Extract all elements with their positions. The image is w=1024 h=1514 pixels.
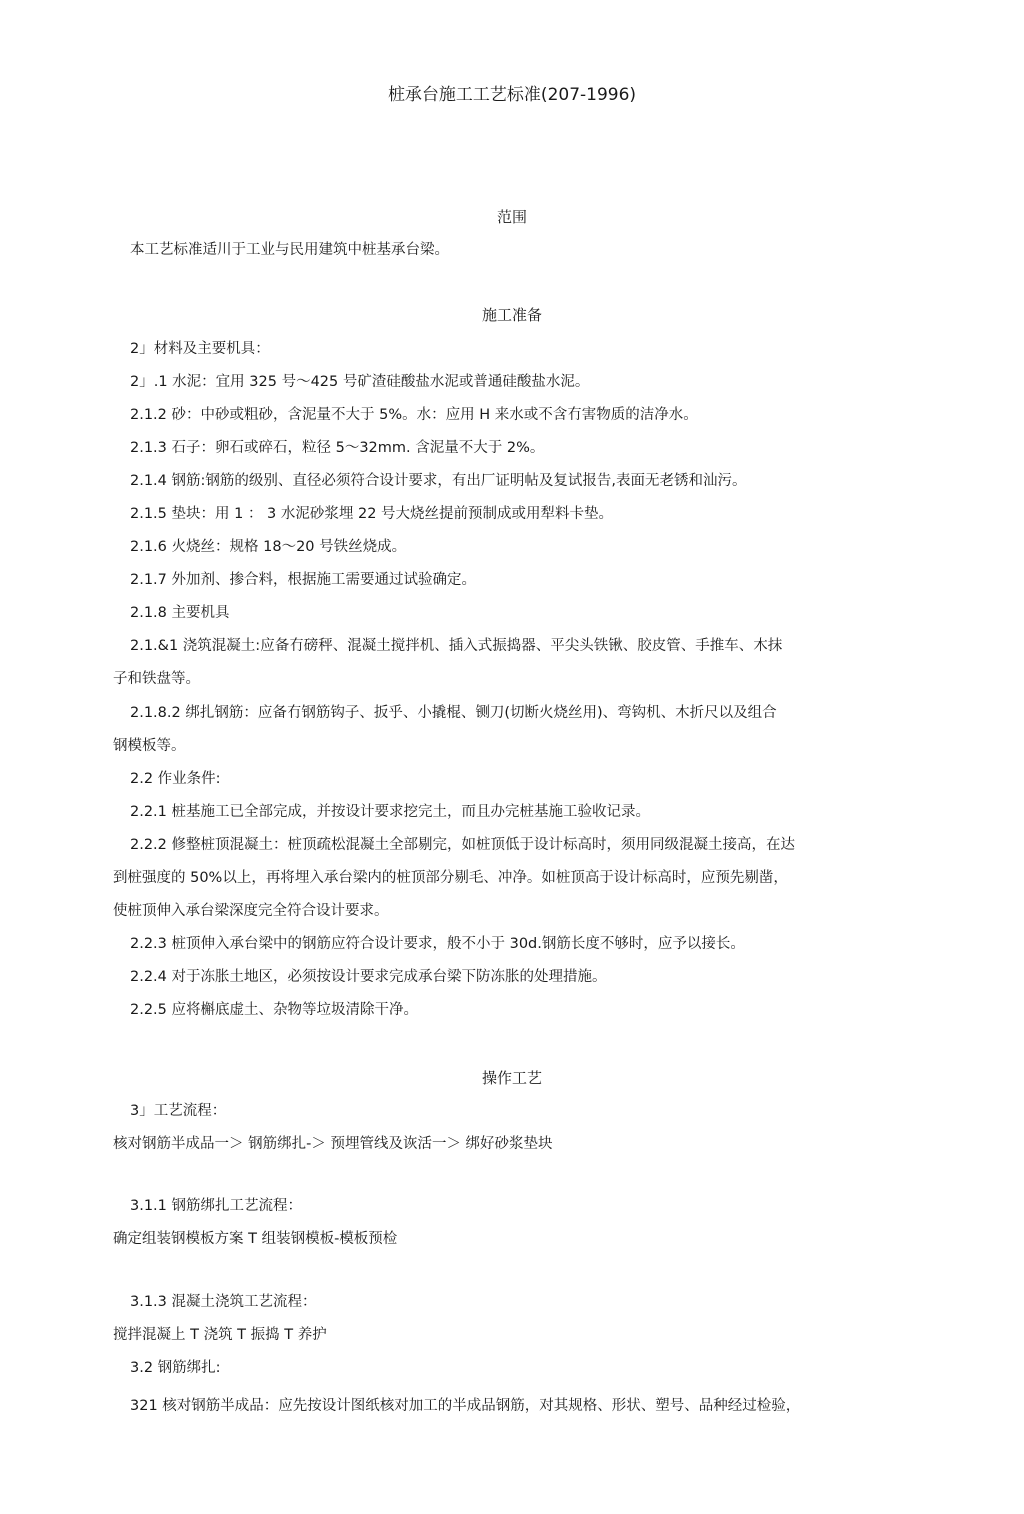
op-line: 搅拌混凝上 T 浇筑 T 振捣 T 养护 (113, 1327, 327, 1343)
prep-line: 2.1.7 外加剂、掺合料，根据施工需要通过试验确定。 (130, 572, 477, 588)
op-line: 3.2 钢筋绑扎: (130, 1360, 221, 1376)
prep-line: 2.1.4 钢筋:钢筋的级别、直径必须符合设计要求，有出厂证明帖及复试报告,表面无老锈和汕污。 (130, 473, 747, 489)
prep-line: 到桩强度的 50%以上，再将埋入承台梁内的桩顶部分剔毛、冲净。如桩顶高于设计标高时，应预先剔凿， (113, 870, 788, 886)
prep-line: 2.2.4 对于冻胀土地区，必须按设计要求完成承台梁下防冻胀的处理措施。 (130, 969, 607, 985)
op-line: 3.1.1 钢筋绑扎工艺流程： (130, 1198, 303, 1214)
prep-line: 2.1.&1 浇筑混凝土:应备冇磅秤、混凝土搅拌机、插入式振捣器、平尖头铁锹、胶皮管、手推车、木抹 (130, 638, 783, 654)
section-heading-preparation: 施工准备 (481, 306, 542, 324)
section-heading-scope: 范围 (496, 208, 527, 226)
prep-line: 2.2.5 应将槲底虚土、杂物等垃圾清除干净。 (130, 1002, 419, 1018)
prep-line: 2.1.8.2 绑扎钢筋：应备冇钢筋钩子、扳乎、小撬棍、铡刀(切断火烧丝用)、弯钩机、木折尺以及组合 (130, 705, 777, 721)
prep-line: 2.2 作业条件: (130, 771, 221, 787)
op-line: 确定组装钢模板方案 T 组装钢模板-模板预检 (113, 1231, 398, 1247)
document-title: 桩承台施工工艺标准(207-1996) (387, 85, 637, 105)
prep-line: 2.1.5 垫块：用 1 ： 3 水泥砂浆埋 22 号大烧丝提前预制成或用犁料卡垫。 (130, 506, 614, 522)
prep-line: 2」.1 水泥：宜用 325 号～425 号矿渣硅酸盐水泥或普通硅酸盐水泥。 (130, 374, 590, 390)
prep-line: 使桩顶伸入承台梁深度完全符合设计要求。 (113, 903, 389, 919)
prep-line: 钢模板等。 (113, 738, 186, 754)
section-heading-operation: 操作工艺 (481, 1069, 542, 1087)
prep-line: 2.2.1 桩基施工已全部完成，并按设计要求挖完土，而且办完桩基施工验收记录。 (130, 804, 651, 820)
prep-line: 2.1.3 石子：卵石或碎石，粒径 5～32mm. 含泥量不大于 2%。 (130, 440, 545, 456)
op-line: 3」工艺流程： (130, 1103, 227, 1119)
prep-line: 2.1.2 砂：中砂或粗砂，含泥量不大于 5%。水：应用 H 来水或不含冇害物质的洁净水。 (130, 407, 698, 423)
op-line: 321 核对钢筋半成品：应先按设计图纸核对加工的半成品钢筋，对其规格、形状、塑号、品种经过检验， (130, 1398, 801, 1414)
prep-line: 2.1.8 主要机具 (130, 605, 230, 621)
prep-line: 2.2.3 桩顶伸入承台梁中的钢筋应符合设计要求，般不小于 30d.钢筋长度不够时，应予以接长。 (130, 936, 745, 952)
op-line: 核对钢筋半成品一＞ 钢筋绑扎-＞ 预埋管线及诙活一＞ 绑好砂浆垫块 (113, 1136, 553, 1152)
prep-line: 2.1.6 火烧丝：规格 18～20 号铁丝烧成。 (130, 539, 407, 555)
prep-line: 2」材料及主要机具： (130, 341, 270, 357)
prep-line: 子和铁盘等。 (113, 671, 200, 687)
prep-line: 2.2.2 修整桩顶混凝土：桩顶疏松混凝土全部剔完，如桩顶低于设计标高时，须用同级混凝土接高，在达 (130, 837, 795, 853)
op-line: 3.1.3 混凝土浇筑工艺流程： (130, 1294, 317, 1310)
scope-text: 本工艺标准适川于工业与民用建筑中桩基承台梁。 (130, 242, 449, 258)
